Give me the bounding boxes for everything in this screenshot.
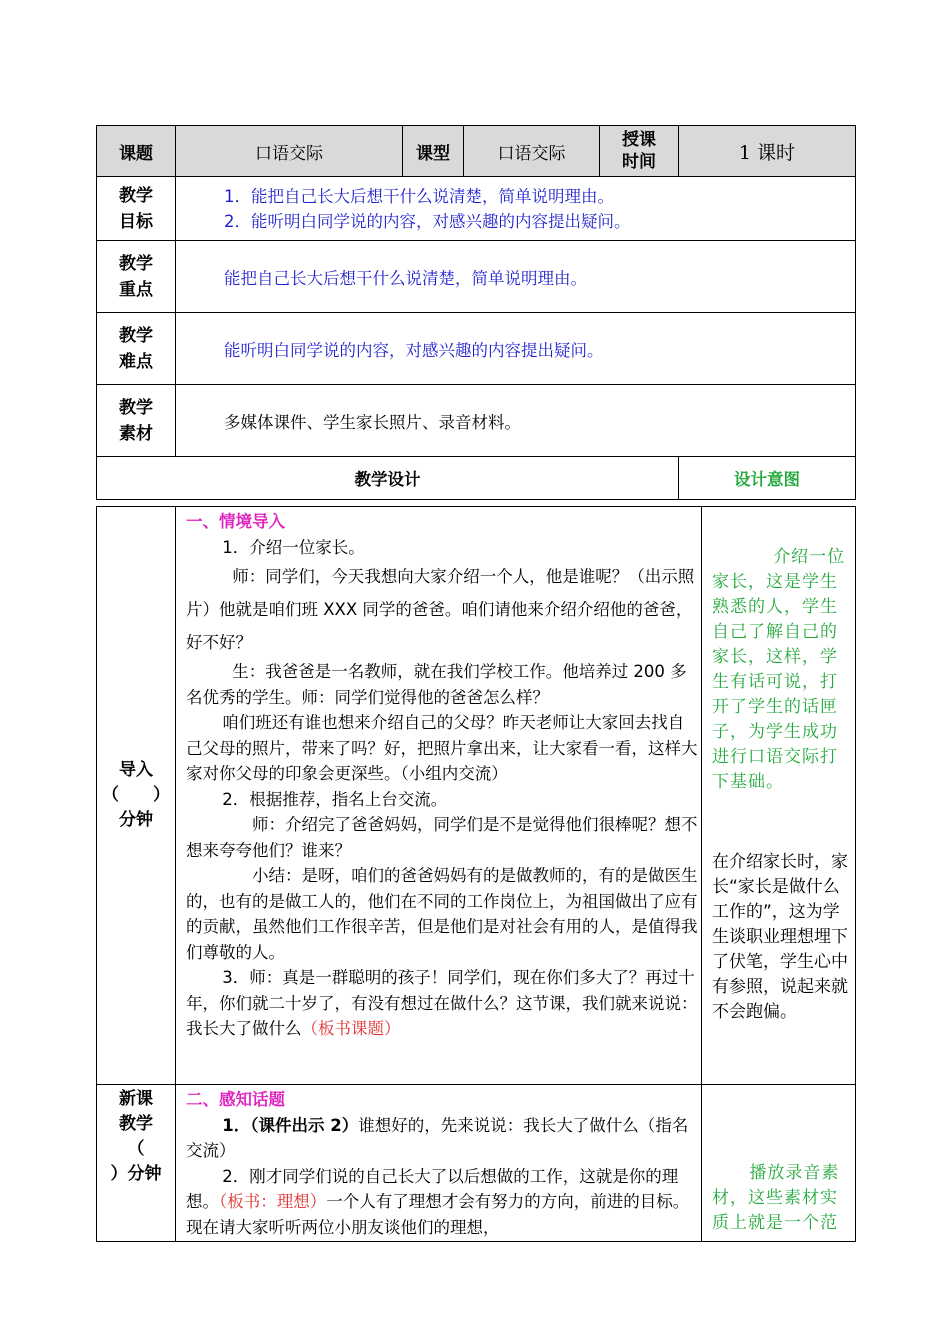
- section1-note1: 介绍一位家长，这是学生熟悉的人，学生自己了解自己的家长，这样，学生有话可说，打开了学生的话匣子，为学生成功进行口语交际打下基础。: [712, 547, 846, 792]
- header-row: [97, 126, 856, 177]
- lesson-info-table: [96, 125, 856, 500]
- section1-label-line2: （ ）: [102, 785, 170, 805]
- goals-row: [97, 177, 856, 241]
- key-points-text: 能把自己长大后想干什么说清楚，简单说明理由。: [176, 241, 856, 313]
- section1-p8: [186, 965, 699, 1042]
- section1-p1: 1．介绍一位家长。: [222, 537, 365, 557]
- section1-notes: [702, 507, 856, 1085]
- materials-label: [97, 385, 176, 457]
- section2-label-line3: （: [127, 1139, 145, 1159]
- difficulties-label: [97, 313, 176, 385]
- section1-p4: 咱们班还有谁也想来介绍自己的父母？昨天老师让大家回去找自己父母的照片，带来了吗？好，把照片拿出来，让大家看一看，这样大家对你父母的印象会更深些。（小组内交流）: [186, 713, 698, 783]
- section1-p6: 师：介绍完了爸爸妈妈，同学们是不是觉得他们很棒呢？想不想来夸夸他们？谁来？: [186, 815, 698, 860]
- section2-notes: [702, 1085, 856, 1242]
- materials-label-line1: 教学: [119, 397, 153, 418]
- time-label: [600, 126, 679, 177]
- section2-content: [176, 1085, 702, 1242]
- goal-item: 1．能把自己长大后想干什么说清楚，简单说明理由。: [224, 186, 614, 206]
- type-label: 课型: [403, 126, 464, 177]
- section2-p1-bold: 1．（课件出示 2）: [222, 1115, 359, 1135]
- lesson-design-table: [96, 506, 856, 1242]
- design-left-header: 教学设计: [97, 457, 679, 500]
- section1-row: [97, 507, 856, 1085]
- key-points-row: [97, 241, 856, 313]
- section1-p3: 生：我爸爸是一名教师，就在我们学校工作。他培养过 200 多名优秀的学生。师：同学们觉得他的爸爸怎么样？: [186, 662, 687, 707]
- goals-label-line2: 目标: [119, 211, 153, 232]
- difficulties-label-line2: 难点: [119, 351, 153, 372]
- section1-side-label: [97, 507, 176, 1085]
- difficulties-row: [97, 313, 856, 385]
- goal-item: 2．能听明白同学说的内容，对感兴趣的内容提出疑问。: [224, 211, 631, 231]
- design-header-row: [97, 457, 856, 500]
- topic-label: 课题: [97, 126, 176, 177]
- section2-p1-text: 谁想好的，先来说说：我长大了做什么（指名交流）: [186, 1115, 689, 1160]
- topic-value: 口语交际: [176, 126, 403, 177]
- time-value: 1 课时: [679, 126, 856, 177]
- section1-p2: 师：同学们，今天我想向大家介绍一个人，他是谁呢？（出示照片）他就是咱们班 XXX 同学的爸爸。咱们请他来介绍介绍他的爸爸，好不好？: [186, 567, 695, 652]
- design-right-header: 设计意图: [679, 457, 856, 500]
- time-label-line1: 授课: [622, 130, 656, 150]
- section2-p1: [186, 1113, 699, 1164]
- board-note-topic: （板书课题）: [301, 1019, 401, 1038]
- key-points-label: [97, 241, 176, 313]
- section2-label-line4: ）分钟: [110, 1164, 162, 1184]
- goals-content: [176, 177, 856, 241]
- materials-text: 多媒体课件、学生家长照片、录音材料。: [176, 385, 856, 457]
- section2-p2b: 一个人有了理想才会有努力的方向，前进的目标。现在请大家听听两位小朋友谈他们的理想，: [186, 1192, 690, 1237]
- section1-label-line1: 导入: [119, 760, 153, 780]
- section2-note: 播放录音素材，这些素材实质上就是一个范: [712, 1163, 840, 1233]
- key-points-label-line2: 重点: [119, 279, 153, 300]
- time-label-line2: 时间: [622, 152, 656, 172]
- goals-label: [97, 177, 176, 241]
- section1-label-line3: 分钟: [119, 810, 153, 830]
- section2-side-label: [97, 1085, 176, 1242]
- section2-p2a: 2．刚才同学们说的自己长大了以后想做的工作，这就是你的理想。: [186, 1166, 679, 1211]
- section1-p7: 小结：是呀，咱们的爸爸妈妈有的是做教师的，有的是做医生的，也有的是做工人的，他们在不同的工作岗位上，为祖国做出了应有的贡献，虽然他们工作很辛苦，但是他们是对社会有用的人，是值得我们尊敬的人。: [186, 866, 698, 962]
- section1-note2: 在介绍家长时，家长“家长是做什么工作的”，这为学生谈职业理想埋下了伏笔，学生心中有参照，说起来就不会跑偏。: [712, 852, 848, 1022]
- materials-row: [97, 385, 856, 457]
- section1-p5: 2．根据推荐，指名上台交流。: [222, 789, 448, 809]
- section2-row: [97, 1085, 856, 1242]
- section2-title: 二、感知话题: [186, 1090, 285, 1109]
- board-note-ideal: （板书：理想）: [219, 1192, 327, 1211]
- key-points-label-line1: 教学: [119, 253, 153, 274]
- type-value: 口语交际: [464, 126, 600, 177]
- goals-label-line1: 教学: [119, 185, 153, 206]
- section1-content: [176, 507, 702, 1085]
- section2-p2: [186, 1164, 699, 1241]
- materials-label-line2: 素材: [119, 423, 153, 444]
- difficulties-text: 能听明白同学说的内容，对感兴趣的内容提出疑问。: [176, 313, 856, 385]
- section2-label-line1: 新课: [119, 1089, 153, 1109]
- section1-p8-text: 3．师：真是一群聪明的孩子！同学们，现在你们多大了？再过十年，你们就二十岁了，有没有想过在做什么？这节课，我们就来说说：我长大了做什么: [186, 968, 698, 1038]
- section1-title: 一、情境导入: [186, 512, 285, 531]
- difficulties-label-line1: 教学: [119, 325, 153, 346]
- section2-label-line2: 教学: [119, 1114, 153, 1134]
